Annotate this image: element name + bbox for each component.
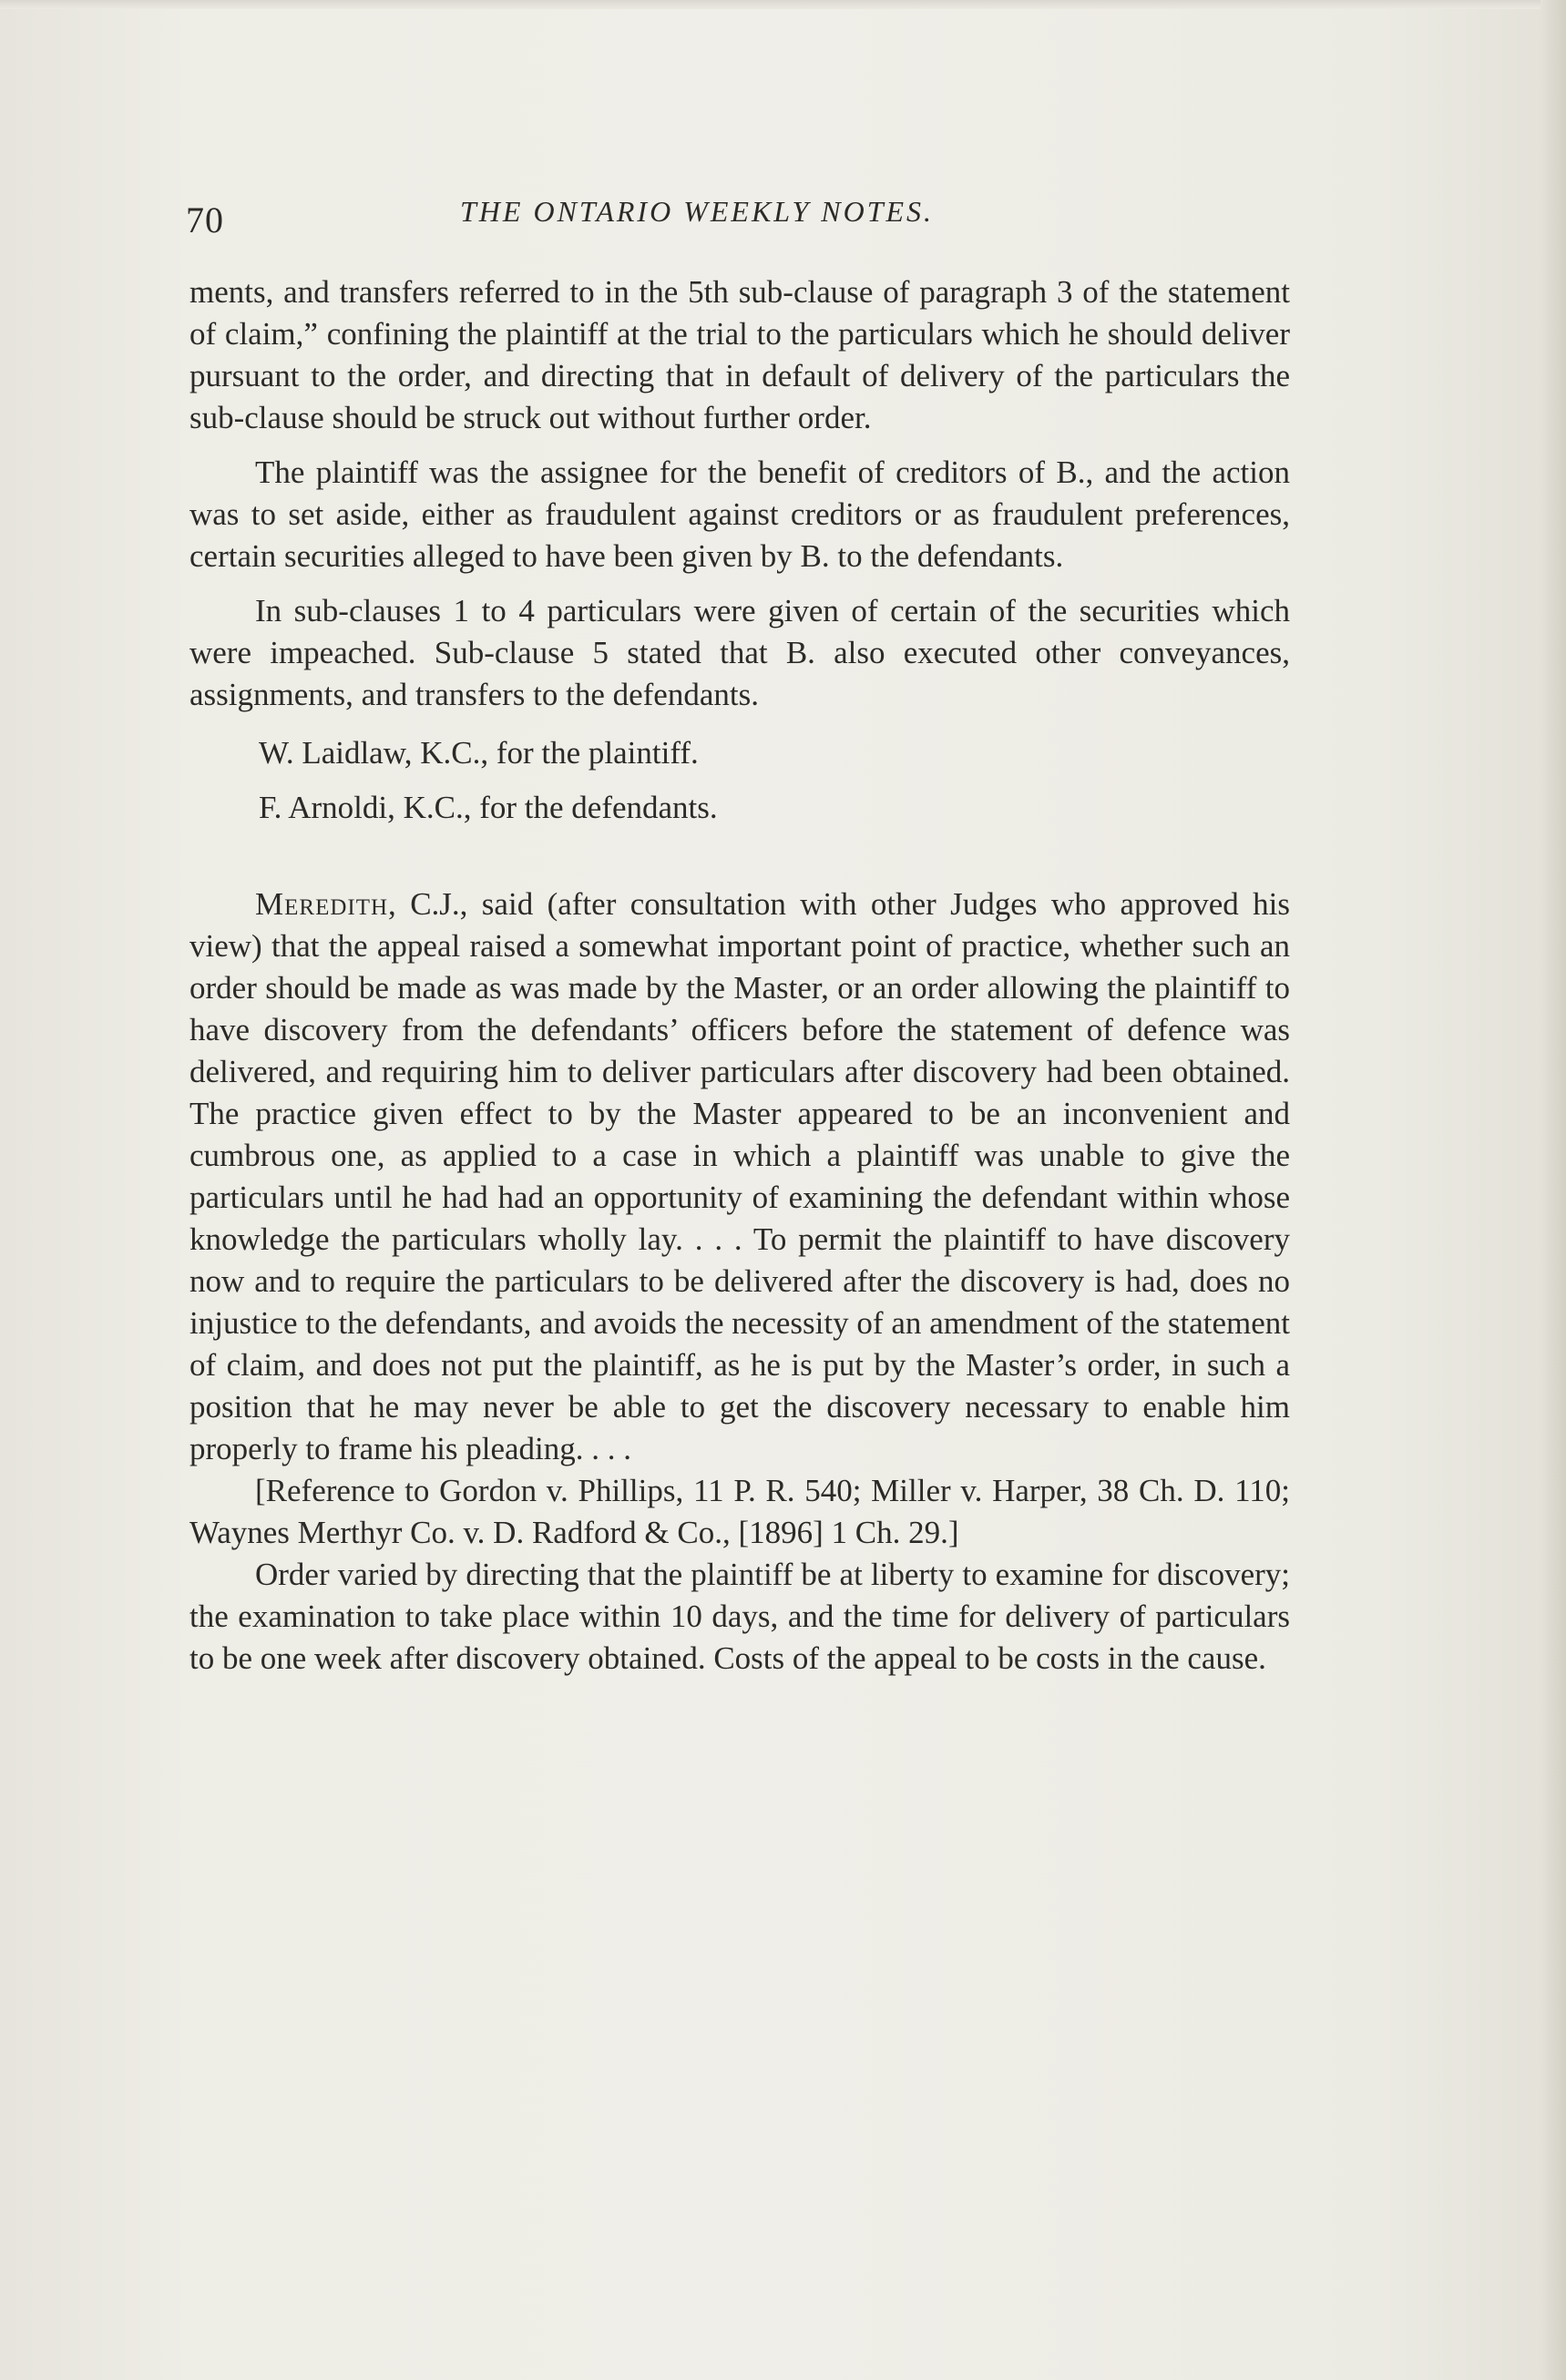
counsel-defendants: F. Arnoldi, K.C., for the defendants. <box>259 790 718 825</box>
paragraph-judgment <box>189 884 1290 1470</box>
page-top-edge <box>0 0 1566 9</box>
paragraph-order-continuation: ments, and transfers referred to in the 5th sub-clause of paragraph 3 of the statement of claim,” confining the plaintiff at the trial to the particulars which he should deliver pursuant to the order, and directing that in default of delivery of the particulars the sub-clause should be struck out without further order. <box>189 274 1290 435</box>
running-head <box>0 182 1566 240</box>
page-binding-edge <box>1540 0 1566 2380</box>
journal-title: THE ONTARIO WEEKLY NOTES. <box>460 195 935 228</box>
judgment-text: , C.J., said (after consultation with other Judges who approved his view) that the appeal raised a somewhat important point of practice, whether such an order should be made as was made by the Master, or an order allowing the plaintiff to have discovery from the defendants’ officers before the statement of defence was delivered, and requiring him to deliver particulars after discovery had been obtained. The practice given effect to by the Master appeared to be an inconvenient and cumbrous one, as applied to a case in which a plaintiff was unable to give the particulars until he had had an opportunity of examining the defendant within whose knowledge the particulars wholly lay. . . . To permit the plaintiff to have discovery now and to require the particulars to be delivered after the discovery is had, does no injustice to the defendants, and avoids the necessity of an amendment of the statement of claim, and does not put the plaintiff, as he is put by the Master’s order, in such a position that he may never be able to get the discovery necessary to enable him properly to frame his pleading. . . . <box>189 886 1290 1466</box>
paragraph-references: [Reference to Gordon v. Phillips, 11 P. R. 540; Miller v. Harper, 38 Ch. D. 110; Waynes Merthyr Co. v. D. Radford & Co., [1896] 1 Ch. 29.] <box>189 1473 1290 1550</box>
paragraph-order-varied: Order varied by directing that the plaintiff be at liberty to examine for discovery; the examination to take place within 10 days, and the time for delivery of particulars to be one week after discovery obtained. Costs of the appeal to be costs in the cause. <box>189 1557 1290 1676</box>
paragraph-facts: The plaintiff was the assignee for the benefit of creditors of B., and the action was to set aside, either as fraudulent against creditors or as fraudulent preferences, certain securities alleged to have been given by B. to the defendants. <box>189 455 1290 574</box>
report-body <box>189 271 1290 1680</box>
judge-name: Meredith <box>255 886 389 922</box>
counsel-plaintiff: W. Laidlaw, K.C., for the plaintiff. <box>259 735 699 771</box>
paragraph-sub-clauses: In sub-clauses 1 to 4 particulars were given of certain of the securities which were impeached. Sub-clause 5 stated that B. also executed other conveyances, assignments, and transfers to the defendants. <box>189 593 1290 712</box>
page-number: 70 <box>186 199 224 240</box>
